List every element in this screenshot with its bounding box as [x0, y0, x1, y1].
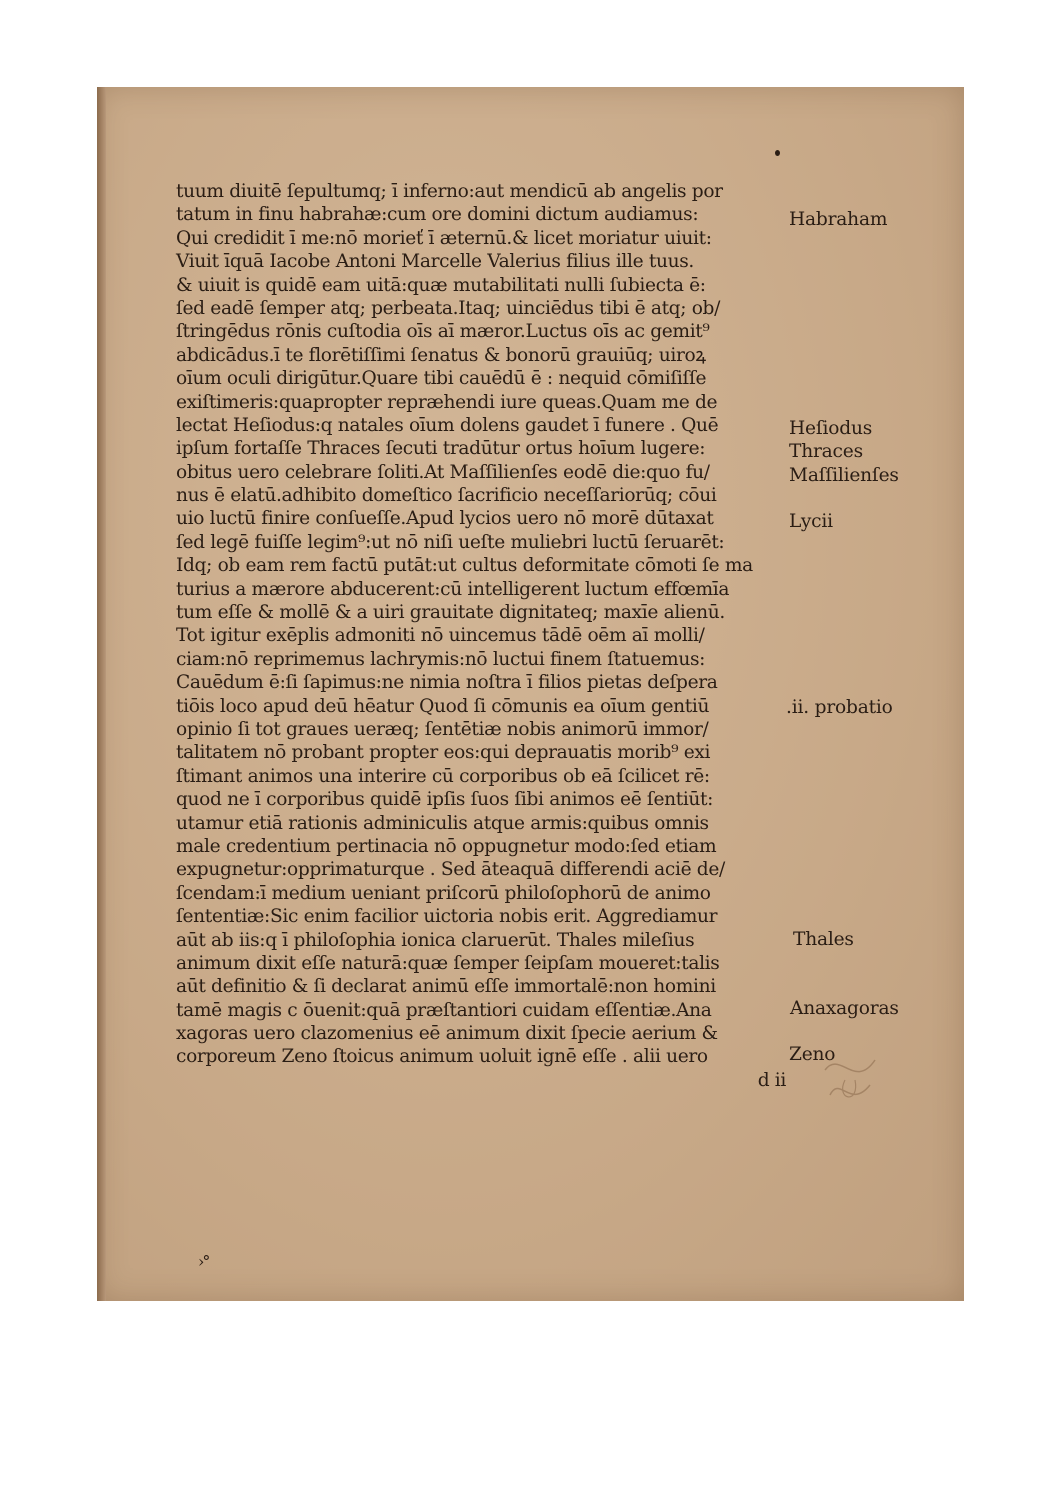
text-line: tuum diuitē ſepultumq; ī inferno:aut mendicū ab angelis por [176, 181, 723, 202]
bottom-mark: ›° [198, 1252, 209, 1271]
page-binding-edge [97, 87, 106, 1301]
text-line: oīum oculi dirigūtur.Quare tibi cauēdū ē : nequid cōmiſiſſe [176, 368, 707, 390]
text-line: utamur etiā rationis adminiculis atque armis:quibus omnis [176, 812, 709, 834]
text-line: Cauēdum ē:ſi ſapimus:ne nimia noſtra ī filios pietas deſpera [176, 672, 718, 694]
text-line: ipſum fortaſſe Thraces ſecuti tradūtur ortus hoīum lugere: [176, 438, 706, 460]
text-line: ſententiæ:Sic enim facilior uictoria nobis erit. Aggrediamur [176, 906, 718, 928]
margin-note: Heſiodus [789, 418, 873, 439]
text-line: tatum in finu habrahæ:cum ore domini dictum audiamus: [176, 204, 699, 226]
text-line: talitatem nō probant propter eos:qui deprauatis morib⁹ exi [176, 742, 711, 764]
text-line: animum dixit eſſe naturā:quæ ſemper ſeipſam moueret:talis [176, 952, 720, 974]
text-line: aūt definitio & ſi declarat animū eſſe immortalē:non homini [176, 976, 716, 998]
text-line: corporeum Zeno ſtoicus animum uoluit ignē eſſe . alii uero [176, 1046, 708, 1068]
text-line: & uiuit is quidē eam uitā:quæ mutabilitati nulli ſubiecta ē: [176, 274, 706, 296]
text-line: abdicādus.ī te florētiſſimi ſenatus & bonorū grauiūq; uiroꝝ [176, 344, 706, 366]
text-line: male credentium pertinacia nō oppugnetur modo:ſed etiam [176, 835, 717, 857]
text-line: Idq; ob eam rem factū putāt:ut cultus deformitate cōmoti ſe ma [176, 555, 753, 577]
text-line: exiſtimeris:quapropter repræhendi iure queas.Quam me de [176, 391, 718, 413]
text-line: opinio ſi tot graues ueræq; ſentētiæ nobis animorū immor/ [176, 718, 709, 740]
text-line: uio luctū finire conſueſſe.Apud lycios uero nō morē dūtaxat [176, 508, 714, 530]
signature-mark: d ii [757, 1070, 786, 1091]
text-line: ſed eadē ſemper atq; perbeata.Itaq; uinciēdus tibi ē atq; ob/ [176, 297, 721, 319]
margin-note: Maſſilienſes [789, 465, 899, 486]
text-line: ſed legē fuiſſe legim⁹:ut nō niſi ueſte muliebri luctū ſeruarēt: [176, 531, 725, 553]
margin-note: Zeno [789, 1044, 836, 1065]
text-line: obitus uero celebrare ſoliti.At Maſſilienſes eodē die:quo fu/ [176, 461, 710, 483]
text-line: tum eſſe & mollē & a uiri grauitate dignitateq; maxīe alienū. [176, 602, 725, 624]
text-line: Viuit īquā Iacobe Antoni Marcelle Valerius filius ille tuus. [176, 251, 694, 273]
margin-note: Anaxagoras [790, 998, 899, 1019]
margin-note: Thraces [789, 441, 863, 462]
margin-note: Thales [793, 929, 854, 950]
text-line: ſcendam:ī medium ueniant priſcorū philoſophorū de animo [176, 882, 711, 904]
text-line: Qui credidit ī me:nō morieť ī æternū.& licet moriatur uiuit: [176, 227, 712, 249]
text-line: turius a mærore abducerent:cū intelligerent luctum effœmīa [176, 578, 730, 600]
text-line: aūt ab iis:q ī philoſophia ionica claruerūt. Thales mileſius [176, 929, 695, 951]
text-line: expugnetur:opprimaturque . Sed āteaquā differendi aciē de/ [176, 859, 725, 881]
text-line: lectat Heſiodus:q natales oīum dolens gaudet ī funere . Quē [176, 414, 719, 436]
watermark-icon [815, 1040, 885, 1110]
text-line: quod ne ī corporibus quidē ipſis ſuos ſibi animos eē ſentiūt: [176, 789, 714, 811]
ink-dot [775, 150, 780, 156]
text-line: nus ē elatū.adhibito domeſtico ſacrificio neceſſariorūq; cōui [176, 485, 717, 507]
text-line: ſtringēdus rōnis cuſtodia oīs aī mæror.Luctus oīs ac gemit⁹ [176, 321, 710, 343]
margin-note: Lycii [789, 511, 833, 532]
text-line: xagoras uero clazomenius eē animum dixit ſpecie aerium & [176, 1023, 718, 1045]
text-line: tamē magis c ōuenit:quā præſtantiori cuidam eſſentiæ.Ana [176, 999, 712, 1021]
text-line: Tot igitur exēplis admoniti nō uincemus tādē oēm aī molli/ [176, 625, 705, 647]
text-line: ſtimant animos una interire cū corporibus ob eā ſcilicet rē: [176, 765, 710, 787]
main-text-block [176, 180, 786, 1069]
margin-note: Habraham [789, 209, 888, 230]
margin-note: .ii. probatio [786, 697, 893, 718]
text-line: tiōis loco apud deū hēatur Quod ſi cōmunis ea oīum gentiū [176, 695, 710, 717]
text-line: ciam:nō reprimemus lachrymis:nō luctui finem ſtatuemus: [176, 648, 706, 670]
